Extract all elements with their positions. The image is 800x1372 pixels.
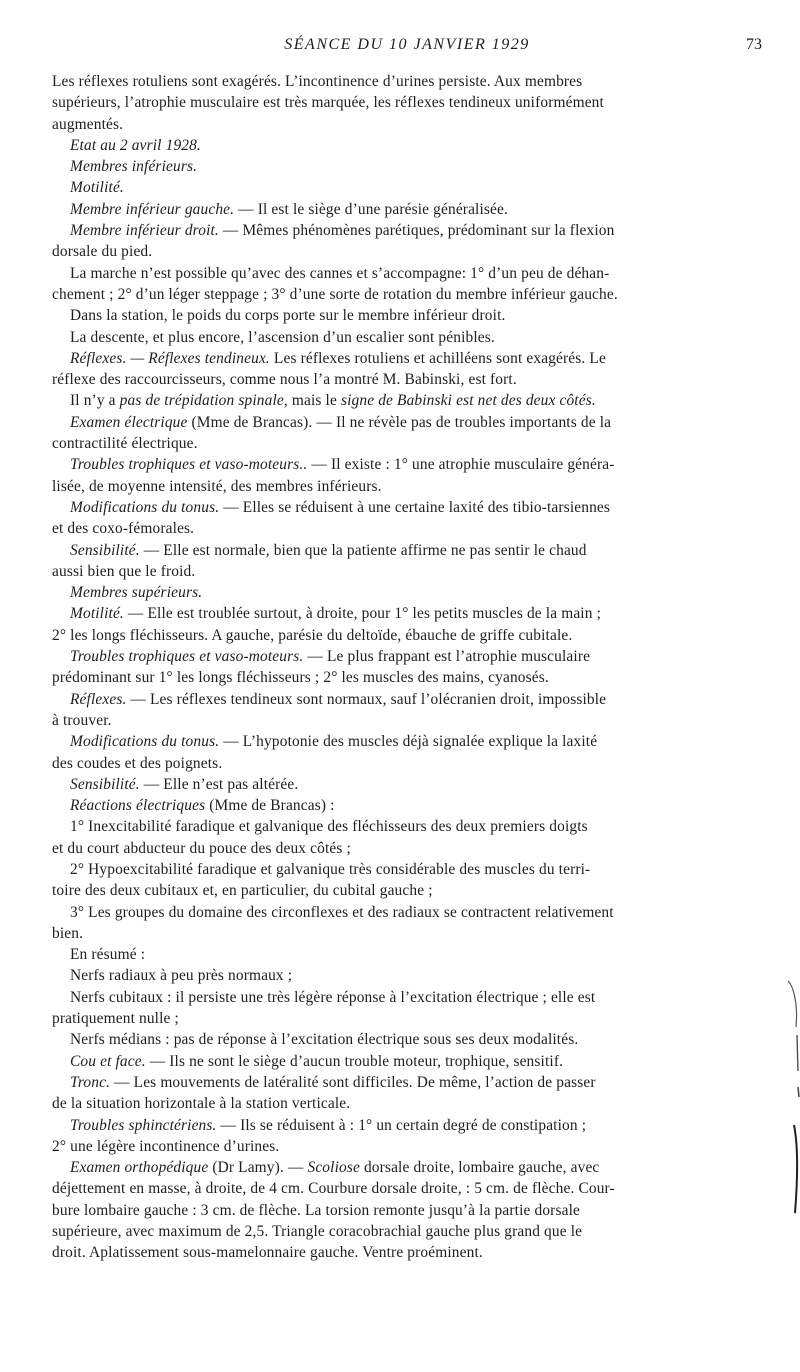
text-line [52,795,787,816]
text-line [52,305,787,326]
italic-run: Réflexes. — Réflexes tendineux. [70,349,270,367]
text-line [52,220,787,241]
text-run: Les réflexes rotuliens et achilléens sont exagérés. Le [269,349,606,367]
running-title: SÉANCE DU 10 JANVIER 1929 [284,36,530,53]
italic-run: Membres inférieurs. [70,158,198,176]
italic-run: Cou et face. [70,1052,146,1070]
text-run: chement ; 2° d’un léger steppage ; 3° d’une sorte de rotation du membre inférieur gauche. [52,285,618,303]
text-line [52,1051,787,1072]
text-run: augmentés. [52,115,124,133]
text-run: — Ils se réduisent à : 1° un certain degré de constipation ; [216,1116,587,1134]
text-run: et du court abducteur du pouce des deux côtés ; [52,839,351,857]
text-line [52,603,787,624]
text-line [52,965,787,986]
text-run: mais le [287,392,341,410]
italic-run: Sensibilité. [70,541,140,559]
text-line [52,540,787,561]
italic-run: Sensibilité. [70,775,140,793]
text-line [52,753,787,774]
text-line [52,327,787,348]
text-line [52,774,787,795]
text-run: — L’hypotonie des muscles déjà signalée explique la laxité [219,733,598,751]
italic-run: Réflexes. [70,690,127,708]
text-run: supérieurs, l’atrophie musculaire est très marquée, les réflexes tendineux uniformément [52,94,604,112]
text-run: contractilité électrique. [52,435,198,453]
text-run: La descente, et plus encore, l’ascension d’un escalier sont pénibles. [70,328,495,346]
text-run: supérieure, avec maximum de 2,5. Triangle coracobrachial gauche plus grand que le [52,1223,583,1241]
scan-edge-marks [786,975,800,1215]
text-run: bure lombaire gauche : 3 cm. de flèche. La torsion remonte jusqu’à la partie dorsale [52,1201,580,1219]
italic-run: Tronc. [70,1073,111,1091]
italic-run: pas de trépidation spinale, [119,392,288,410]
body-text [52,71,787,1264]
text-run: aussi bien que le froid. [52,562,196,580]
text-line [52,412,787,433]
text-line [52,114,787,135]
text-run: à trouver. [52,711,112,729]
text-run: Il n’y a [70,392,120,410]
text-line [52,1200,787,1221]
text-run: La marche n’est possible qu’avec des cannes et s’accompagne: 1° d’un peu de déhan- [70,264,610,282]
text-run: — Mêmes phénomènes parétiques, prédominant sur la flexion [218,222,615,240]
text-run: En résumé : [70,946,146,964]
italic-run: Motilité. [70,605,124,623]
text-line [52,859,787,880]
text-line [52,1029,787,1050]
italic-run: Membre inférieur gauche. [70,200,235,218]
text-run: droit. Aplatissement sous-mamelonnaire gauche. Ventre proéminent. [52,1244,483,1262]
text-line [52,582,787,603]
text-line [52,284,787,305]
italic-run: Modifications du tonus. [70,498,220,516]
text-line [52,944,787,965]
italic-run: Membre inférieur droit. [70,222,219,240]
text-run: — Il existe : 1° une atrophie musculaire généra- [307,456,615,474]
text-line [52,923,787,944]
text-line [52,476,787,497]
text-run: 2° Hypoexcitabilité faradique et galvanique très considérable des muscles du terri- [70,860,591,878]
text-run: Nerfs cubitaux : il persiste une très légère réponse à l’excitation électrique ; elle est [70,988,596,1006]
text-run: — Elle est normale, bien que la patiente affirme ne pas sentir le chaud [139,541,587,559]
text-run: Dans la station, le poids du corps porte sur le membre inférieur droit. [70,307,506,325]
text-run: — Les réflexes tendineux sont normaux, sauf l’olécranien droit, impossible [126,690,607,708]
text-run: — Elle est troublée surtout, à droite, pour 1° les petits muscles de la main ; [123,605,601,623]
text-run: Les réflexes rotuliens sont exagérés. L’incontinence d’urines persiste. Aux membres [52,73,583,90]
text-line [52,263,787,284]
italic-run: Troubles trophiques et vaso-moteurs.. [70,456,308,474]
italic-run: Motilité. [70,179,124,197]
text-line [52,731,787,752]
text-run: Nerfs radiaux à peu près normaux ; [70,967,293,985]
italic-run: Modifications du tonus. [70,733,220,751]
text-run: toire des deux cubitaux et, en particulier, du cubital gauche ; [52,882,433,900]
text-run: bien. [52,924,84,942]
text-run: lisée, de moyenne intensité, des membres inférieurs. [52,477,382,495]
text-run: dorsale du pied. [52,243,153,261]
text-run: dorsale droite, lombaire gauche, avec [359,1159,600,1177]
italic-run: Examen électrique [70,413,188,431]
text-line [52,518,787,539]
text-line [52,710,787,731]
text-run: 1° Inexcitabilité faradique et galvanique des fléchisseurs des deux premiers doigts [70,818,588,836]
text-run: — Le plus frappant est l’atrophie musculaire [303,648,591,666]
text-run: 2° les longs fléchisseurs. A gauche, parésie du deltoïde, ébauche de griffe cubitale. [52,626,573,644]
page-number: 73 [746,36,762,53]
italic-run: Troubles trophiques et vaso-moteurs. [70,648,304,666]
text-line [52,1178,787,1199]
text-run: Nerfs médians : pas de réponse à l’excitation électrique sous ses deux modalités. [70,1031,579,1049]
text-line [52,987,787,1008]
text-line [52,177,787,198]
text-run: — Les mouvements de latéralité sont difficiles. De même, l’action de passer [110,1073,596,1091]
text-line [52,1008,787,1029]
text-line [52,71,787,92]
text-line [52,497,787,518]
italic-run: Examen orthopédique [70,1159,209,1177]
text-line [52,667,787,688]
text-run: déjettement en masse, à droite, de 4 cm. Courbure dorsale droite, : 5 cm. de flèche. Cour- [52,1180,615,1198]
running-header [52,36,762,56]
text-run: (Dr Lamy). — [208,1159,308,1177]
text-run: — Elles se réduisent à une certaine laxité des tibio-tarsiennes [219,498,611,516]
text-line [52,902,787,923]
text-run: — Ils ne sont le siège d’aucun trouble moteur, trophique, sensitif. [145,1052,564,1070]
text-line [52,135,787,156]
text-line [52,1157,787,1178]
text-line [52,241,787,262]
text-line [52,369,787,390]
text-line [52,92,787,113]
text-line [52,1115,787,1136]
italic-run: Réactions électriques [70,797,206,815]
text-line [52,1136,787,1157]
text-run: des coudes et des poignets. [52,754,223,772]
text-line [52,390,787,411]
text-line [52,1093,787,1114]
text-run: 2° une légère incontinence d’urines. [52,1137,280,1155]
text-run: (Mme de Brancas). — Il ne révèle pas de troubles importants de la [187,413,612,431]
text-line [52,348,787,369]
text-line [52,433,787,454]
text-line [52,880,787,901]
text-run: de la situation horizontale à la station verticale. [52,1095,351,1113]
text-line [52,199,787,220]
text-line [52,1242,787,1263]
text-line [52,838,787,859]
text-line [52,689,787,710]
text-run: — Il est le siège d’une parésie généralisée. [234,200,509,218]
italic-run: signe de Babinski est net des deux côtés. [340,392,596,410]
text-run: réflexe des raccourcisseurs, comme nous l’a montré M. Babinski, est fort. [52,371,517,389]
text-line [52,1221,787,1242]
text-line [52,816,787,837]
text-run: — Elle n’est pas altérée. [139,775,299,793]
italic-run: Scoliose [307,1159,360,1177]
text-line [52,454,787,475]
text-line [52,1072,787,1093]
text-run: et des coxo-fémorales. [52,520,195,538]
text-run: (Mme de Brancas) : [205,797,335,815]
text-run: pratiquement nulle ; [52,1010,179,1028]
text-line [52,156,787,177]
text-line [52,646,787,667]
italic-run: Troubles sphinctériens. [70,1116,217,1134]
text-line [52,625,787,646]
italic-run: Etat au 2 avril 1928. [70,136,201,154]
text-line [52,561,787,582]
text-run: 3° Les groupes du domaine des circonflexes et des radiaux se contractent relativement [70,903,614,921]
text-run: prédominant sur 1° les longs fléchisseurs ; 2° les muscles des mains, cyanosés. [52,669,549,687]
italic-run: Membres supérieurs. [70,584,203,602]
